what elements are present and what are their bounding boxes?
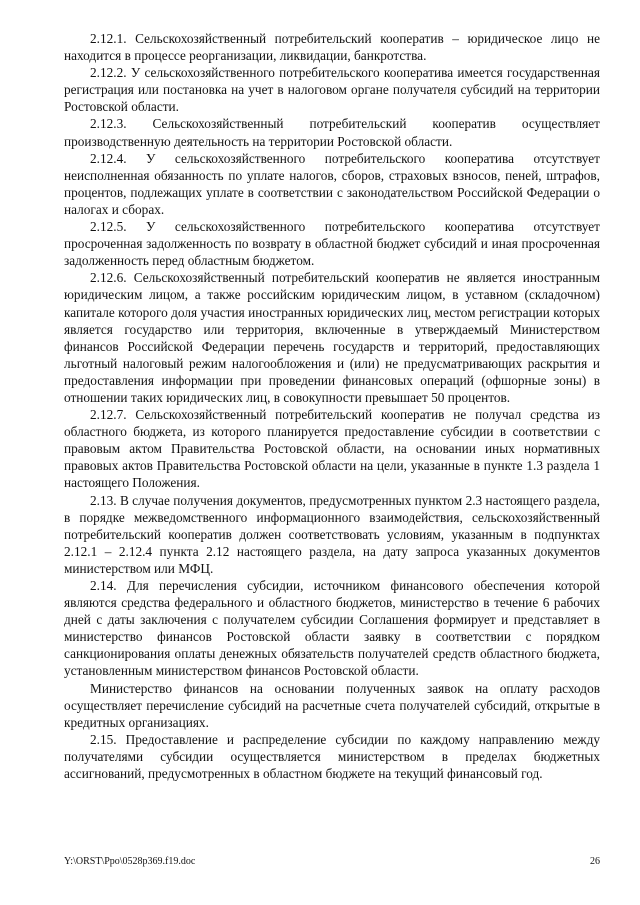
paragraph-2-14: 2.14. Для перечисления субсидии, источником финансового обеспечения которой являются средства федерального и областного бюджетов, министерство в течение 6 рабочих дней с даты заключения с получателем субсидии Соглашения формирует и представляет в министерство финансов Ростовской области заявку в соответствии с порядком санкционирования оплаты денежных обязательств получателей средств областного бюджета, установленным министерством финансов Ростовской области.: [64, 578, 600, 679]
paragraph-2-12-5: 2.12.5. У сельскохозяйственного потребительского кооператива отсутствует просроченная задолженность по возврату в областной бюджет субсидий и иная просроченная задолженность перед областным бюджетом.: [64, 219, 600, 269]
paragraph-2-12-1: 2.12.1. Сельскохозяйственный потребительский кооператив – юридическое лицо не находится в процессе реорганизации, ликвидации, банкротства.: [64, 31, 600, 64]
paragraph-2-13: 2.13. В случае получения документов, предусмотренных пунктом 2.3 настоящего раздела, в порядке межведомственного информационного взаимодействия, сельскохозяйственный потребительский кооператив должен соответствовать условиям, указанным в подпунктах 2.12.1 – 2.12.4 пункта 2.12 настоящего раздела, на дату запроса указанных документов министерством или МФЦ.: [64, 492, 600, 576]
paragraph-2-12-2: 2.12.2. У сельскохозяйственного потребительского кооператива имеется государственная регистрация или постановка на учет в налоговом органе получателя субсидий на территории Ростовской области.: [64, 65, 600, 115]
page-number: 26: [590, 856, 600, 867]
paragraph-2-12-7: 2.12.7. Сельскохозяйственный потребительский кооператив не получал средства из областного бюджета, из которого планируется предоставление субсидии в соответствии с правовым актом Правительства Ростовской области, на основании иных нормативных правовых актов Правительства Ростовской области на цели, указанные в пункте 1.3 раздела 1 настоящего Положения.: [64, 407, 600, 491]
paragraph-2-15: 2.15. Предоставление и распределение субсидии по каждому направлению между получателями субсидии осуществляется министерством в пределах бюджетных ассигнований, предусмотренных в областном бюджете на текущий финансовый год.: [64, 731, 600, 782]
document-body: [64, 30, 600, 782]
paragraph-2-12-6: 2.12.6. Сельскохозяйственный потребительский кооператив не является иностранным юридическим лицом, а также российским юридическим лицом, в уставном (складочном) капитале которого доля участия иностранных юридических лиц, местом регистрации которых является государство или территория, включенные в утверждаемый Министерством финансов Российской Федерации перечень государств и территорий, предоставляющих льготный налоговый режим налогообложения и (или) не предусматривающих раскрытия и предоставления информации при проведении финансовых операций (офшорные зоны) в отношении таких юридических лиц, в совокупности превышает 50 процентов.: [64, 270, 600, 405]
paragraph-2-12-4: 2.12.4. У сельскохозяйственного потребительского кооператива отсутствует неисполненная обязанность по уплате налогов, сборов, страховых взносов, пеней, штрафов, процентов, подлежащих уплате в соответствии с законодательством Российской Федерации о налогах и сборах.: [64, 150, 600, 217]
file-path: Y:\ORST\Ppo\0528p369.f19.doc: [64, 856, 196, 867]
paragraph-2-12-3: 2.12.3. Сельскохозяйственный потребительский кооператив осуществляет производственную деятельность на территории Ростовской области.: [64, 116, 600, 149]
paragraph-ministry-finance: Министерство финансов на основании полученных заявок на оплату расходов осуществляет перечисление субсидий на расчетные счета получателей субсидий, открытые в кредитных организациях.: [64, 680, 600, 730]
